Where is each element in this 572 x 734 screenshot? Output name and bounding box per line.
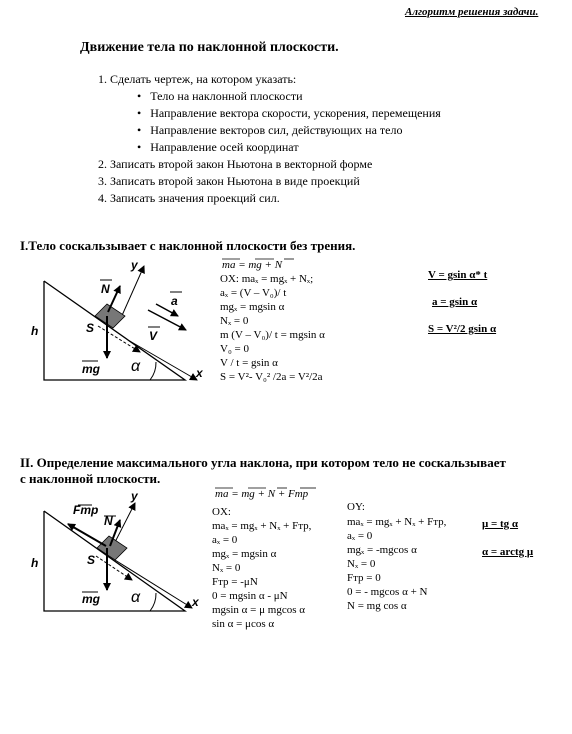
- s2-result-2: α = arctg μ: [482, 546, 534, 558]
- s1-line-2: aₓ = (V – V₀)/ t: [220, 287, 287, 299]
- d1-s-label: S: [86, 321, 95, 335]
- s2-oy-7: 0 = - mgcos α + N: [347, 586, 428, 598]
- d1-a-label: a: [171, 294, 178, 308]
- d2-mg-label: mg: [82, 592, 100, 606]
- s1-result-3: S = V²/2 gsin α: [428, 323, 497, 335]
- step-2: 2. Записать второй закон Ньютона в векторной форме: [98, 157, 373, 171]
- s2-oy-1: OY:: [347, 501, 365, 513]
- d1-y-label: y: [131, 258, 138, 272]
- bullet-4: • Направление осей координат: [137, 140, 299, 154]
- s1-line-1: OX: maₓ = mgₓ + Nₓ;: [220, 273, 314, 285]
- section2-heading-2: с наклонной плоскости.: [20, 471, 161, 486]
- d1-mg-label: mg: [82, 362, 100, 376]
- s2-vector-eq: ma = mg + N + Fтр: [215, 488, 309, 500]
- s1-line-5: m (V – V₀)/ t = mgsin α: [220, 329, 325, 341]
- step-1: 1. Сделать чертеж, на котором указать:: [98, 72, 297, 86]
- s2-ox-7: 0 = mgsin α - μN: [212, 590, 288, 602]
- incline-diagram-2: [44, 503, 192, 611]
- s2-ox-4: mgₓ = mgsin α: [212, 548, 277, 560]
- s2-oy-2: maₓ = mgₓ + Nₓ + Fтр,: [347, 516, 447, 528]
- step-3: 3. Записать второй закон Ньютона в виде проекций: [98, 174, 360, 188]
- s2-ox-3: aₓ = 0: [212, 534, 238, 546]
- s2-oy-4: mgₓ = -mgcos α: [347, 544, 417, 556]
- s2-ox-8: mgsin α = μ mgcos α: [212, 604, 305, 616]
- s2-ox-6: Fтр = -μN: [212, 576, 258, 588]
- s1-line-8: S = V²- V₀² /2a = V²/2a: [220, 371, 323, 383]
- s2-oy-3: aₓ = 0: [347, 530, 373, 542]
- page-title: Движение тела по наклонной плоскости.: [80, 40, 339, 55]
- section2-heading-1: II. Определение максимального угла наклона, при котором тело не соскальзывает: [20, 455, 506, 470]
- s1-line-4: Nₓ = 0: [220, 315, 249, 327]
- bullet-1: • Тело на наклонной плоскости: [137, 89, 303, 103]
- s-arrow: [98, 326, 140, 352]
- s2-oy-8: N = mg cos α: [347, 600, 407, 612]
- d2-alpha-label: α: [131, 589, 141, 606]
- s2-ox-9: sin α = μcos α: [212, 618, 275, 630]
- d1-x-label: x: [196, 366, 203, 380]
- d2-n-label: N: [104, 514, 113, 528]
- d1-alpha-label: α: [131, 358, 141, 375]
- bullet-2: • Направление вектора скорости, ускорения, перемещения: [137, 106, 441, 120]
- y-axis-arrow: [120, 266, 144, 320]
- s1-line-6: V₀ = 0: [220, 343, 249, 355]
- s2-ox-1: OX:: [212, 506, 231, 518]
- d1-v-label: V: [149, 329, 158, 343]
- step-4: 4. Записать значения проекций сил.: [98, 191, 280, 205]
- s2-result-1: μ = tg α: [482, 518, 519, 530]
- d2-y-label: y: [131, 489, 138, 503]
- s1-vector-eq: ma = mg + N: [222, 259, 283, 271]
- s1-result-1: V = gsin α* t: [428, 269, 488, 281]
- d2-fmp-label: Fтр: [73, 503, 99, 517]
- s2-ox-5: Nₓ = 0: [212, 562, 241, 574]
- s1-line-3: mgₓ = mgsin α: [220, 301, 285, 313]
- d1-h-label: h: [31, 324, 39, 338]
- d1-n-label: N: [101, 282, 110, 296]
- s2-ox-2: maₓ = mgₓ + Nₓ + Fтр,: [212, 520, 312, 532]
- d2-s-label: S: [87, 553, 96, 567]
- s1-result-2: a = gsin α: [432, 296, 478, 308]
- s2-oy-6: Fтр = 0: [347, 572, 381, 584]
- incline-diagram-1: [44, 266, 197, 380]
- header-title: Алгоритм решения задачи.: [405, 6, 539, 18]
- d2-h-label: h: [31, 556, 39, 570]
- d2-x-label: x: [192, 595, 199, 609]
- friction-vector: [68, 524, 106, 546]
- s1-line-7: V / t = gsin α: [220, 357, 278, 369]
- bullet-3: • Направление векторов сил, действующих на тело: [137, 123, 403, 137]
- section1-heading: I.Тело соскальзывает с наклонной плоскости без трения.: [20, 238, 356, 253]
- s2-oy-5: Nₓ = 0: [347, 558, 376, 570]
